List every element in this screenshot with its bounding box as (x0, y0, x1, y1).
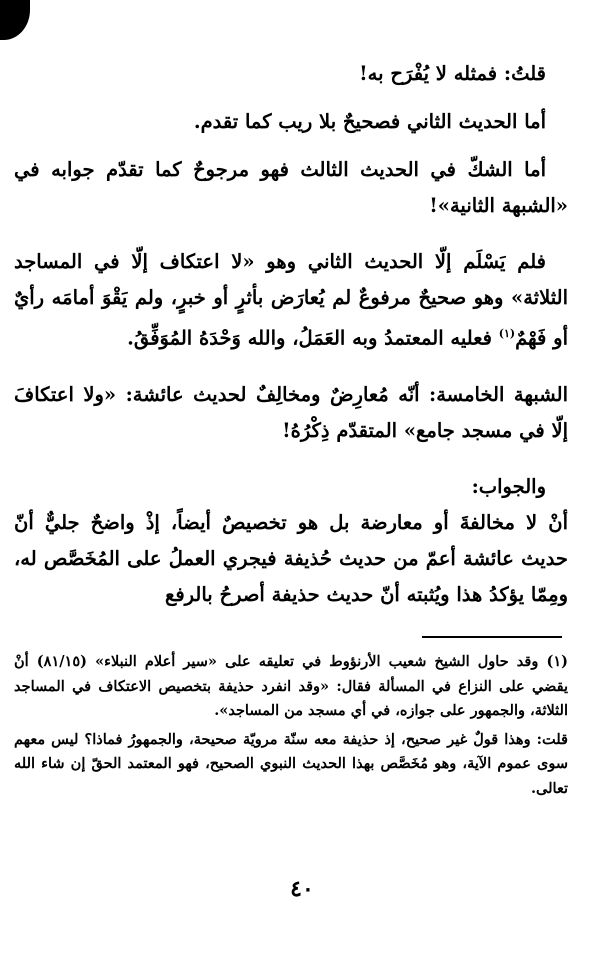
main-text (14, 56, 568, 613)
section-heading: الشبهة الخامسة: (429, 382, 568, 406)
paragraph-6: أنْ لا مخالفةَ أو معارضة بل هو تخصيصٌ أيضاً، إذْ واضحٌ جليٌّ أنّ حديث عائشة أعمّ من حديث حُذيفة فيجري العملُ على المُخَصَّص له، ومِمّا يؤكدُ هذا ويُثبته أنّ حديث حذيفة أصرحُ بالرفع (14, 510, 568, 606)
paragraph-2: أما الحديث الثاني فصحيحٌ بلا ريب كما تقدم. (193, 110, 546, 133)
footnotes (14, 650, 568, 801)
answer-heading: والجواب: (471, 474, 546, 498)
paragraph-1: قلتُ: فمثله لا يُفْرَح به! (359, 62, 546, 85)
paragraph-3: أما الشكّ في الحديث الثالث فهو مرجوحٌ كما تقدّم جوابه في «الشبهة الثانية»! (14, 158, 568, 217)
paragraph-4 (14, 244, 568, 357)
footnote-2: قلت: وهذا قولٌ غير صحيح، إذ حذيفة معه سنّة مرويّة صحيحة، والجمهورُ فماذا؟ ليس معهم سوى عموم الآية، وهو مُخَصَّص بهذا الحديث النبوي الصحيح، فهو المعتمد الحقّ إن شاء الله تعالى. (14, 730, 568, 797)
page-number: ٤٠ (290, 876, 314, 902)
scan-corner-mark (0, 0, 30, 40)
footnote-1: (١) وقد حاول الشيخ شعيب الأرنؤوط في تعليقه على «سير أعلام النبلاء» (٨١/١٥) أنْ يقضي على النزاع في المسألة فقال: «وقد انفرد حذيفة بتخصيص الاعتكاف في المساجد الثلاثة، والجمهور على جوازه، في أي مسجد من المساجد». (14, 653, 568, 719)
paragraph-4-text-end: فعليه المعتمدُ وبه العَمَلُ، والله وَحْدَهُ المُوَفِّقُ. (127, 326, 499, 350)
paragraph-5-text: أنّه مُعارِضٌ ومخالِفٌ لحديث عائشة: «ولا اعتكافَ إلّا في مسجد جامع» المتقدّم ذِكْرُهُ! (14, 382, 568, 442)
footnote-reference: (١) (498, 327, 516, 340)
paragraph-4-text: فلم يَسْلَم إلّا الحديث الثاني وهو «لا اعتكاف إلّا في المساجد الثلاثة» وهو صحيحٌ مرفوعٌ لم يُعارَض بأثرٍ أو خبرٍ، ولم يَقْوَ أمامَه رأيٌ أو فَهْمٌ (14, 250, 568, 350)
footnote-divider (422, 636, 562, 638)
paragraph-5 (14, 377, 568, 449)
